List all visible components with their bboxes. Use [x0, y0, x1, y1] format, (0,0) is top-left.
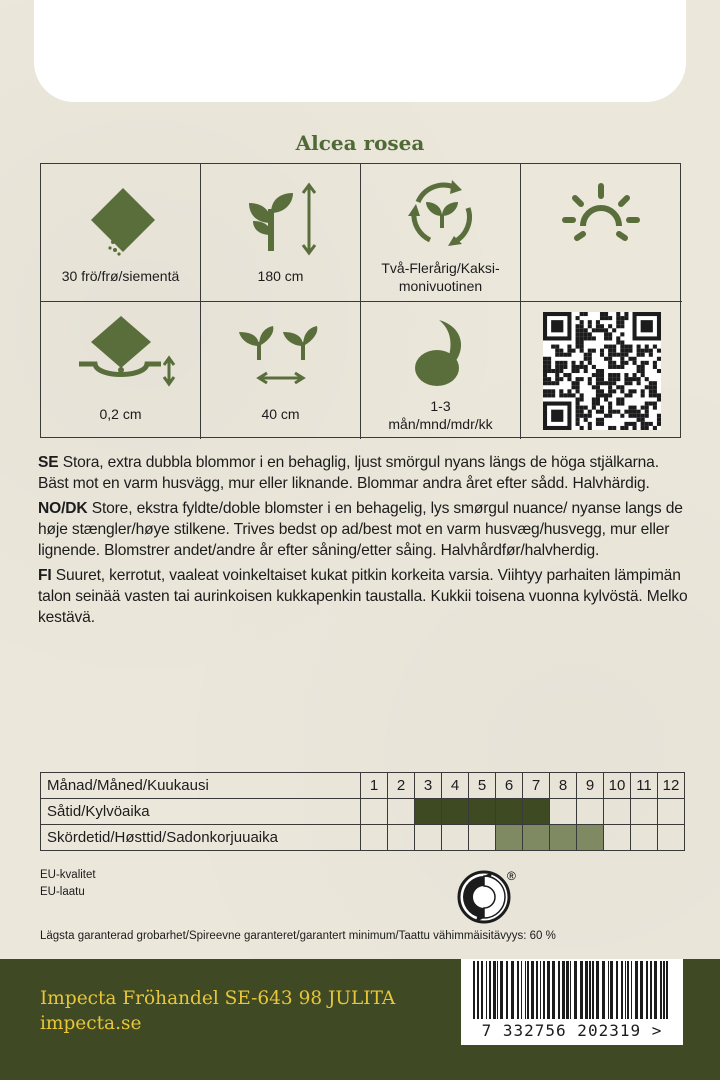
barcode-bars — [473, 961, 671, 1019]
description-text: Store, ekstra fyldte/doble blomster i en behagelig, lys smørgul nuance/ nyanse langs de høje stængler/høye stilkene. Trives bedst op ad/best mot en varm husvæg/husvegg, mur eller lignende. Blomstrer andet/andre år efter såning/etter såing. Halvhårdfør/halvherdig. — [38, 500, 683, 559]
sowing-depth-label: 0,2 cm — [99, 406, 142, 422]
company-address: Impecta Fröhandel SE-643 98 JULITA — [40, 988, 396, 1009]
calendar-cell-month-6 — [496, 825, 523, 851]
eu-quality — [40, 867, 96, 901]
calendar-cell-month-9 — [577, 799, 604, 825]
lifecycle-label-1: Två-Flerårig/Kaksi- — [381, 260, 500, 276]
barcode-number: 7 332756 202319 > — [481, 1021, 663, 1040]
description-fi — [38, 565, 688, 628]
qr-code-icon[interactable] — [543, 312, 661, 430]
sowing-time-row — [41, 799, 685, 825]
seed-count-label: 30 frö/frø/siementä — [61, 268, 180, 284]
month-4: 4 — [442, 773, 469, 799]
biennial-cycle-icon — [406, 178, 478, 250]
seed-packet-icon — [83, 184, 163, 264]
info-icon-grid — [40, 163, 681, 438]
latin-name: Alcea rosea — [295, 131, 425, 155]
green-dot-recycle-icon — [457, 868, 521, 924]
month-10: 10 — [604, 773, 631, 799]
month-7: 7 — [523, 773, 550, 799]
calendar-cell-month-4 — [442, 799, 469, 825]
month-11: 11 — [631, 773, 658, 799]
harvest-time-row — [41, 825, 685, 851]
calendar-cell-month-3 — [415, 799, 442, 825]
height-label: 180 cm — [257, 268, 304, 284]
calendar-cell-month-3 — [415, 825, 442, 851]
description-no-dk — [38, 498, 688, 561]
lang-code: FI — [38, 567, 52, 584]
spacing-label: 40 cm — [261, 406, 300, 422]
qr-cell — [521, 302, 682, 439]
calendar-header-label: Månad/Måned/Kuukausi — [41, 773, 361, 799]
sun-icon — [559, 176, 643, 260]
calendar-cell-month-9 — [577, 825, 604, 851]
month-6: 6 — [496, 773, 523, 799]
calendar-cell-month-5 — [469, 825, 496, 851]
plant-height-icon — [241, 179, 321, 259]
calendar-cell-month-11 — [631, 799, 658, 825]
calendar-cell-month-7 — [523, 825, 550, 851]
month-2: 2 — [388, 773, 415, 799]
calendar-cell-month-12 — [658, 825, 685, 851]
spacing-cell — [201, 302, 361, 439]
month-3: 3 — [415, 773, 442, 799]
calendar-header-row — [41, 773, 685, 799]
lang-code: SE — [38, 454, 59, 471]
company-info — [40, 986, 395, 1036]
germination-label-1: 1-3 — [430, 398, 451, 414]
hang-hole-cutout — [34, 0, 686, 102]
lifecycle-cell — [361, 164, 521, 302]
germination-label-2: mån/mnd/mdr/kk — [388, 416, 493, 432]
calendar-cell-month-6 — [496, 799, 523, 825]
calendar-cell-month-2 — [388, 825, 415, 851]
harvest-time-label: Skördetid/Høsttid/Sadonkorjuuaika — [41, 825, 361, 851]
plant-spacing-icon — [235, 320, 327, 392]
calendar-cell-month-8 — [550, 799, 577, 825]
month-12: 12 — [658, 773, 685, 799]
calendar-cell-month-11 — [631, 825, 658, 851]
germination-cell — [361, 302, 521, 439]
sowing-depth-cell — [41, 302, 201, 439]
lifecycle-label-2: monivuotinen — [398, 278, 483, 294]
calendar-cell-month-5 — [469, 799, 496, 825]
month-1: 1 — [361, 773, 388, 799]
sowing-time-label: Såtid/Kylvöaika — [41, 799, 361, 825]
barcode — [461, 959, 683, 1045]
lang-code: NO/DK — [38, 500, 88, 517]
calendar-cell-month-12 — [658, 799, 685, 825]
description-text: Stora, extra dubbla blommor i en behaglig, ljust smörgul nyans längs de höga stjälkarna. Bäst mot en varm husvägg, mur eller liknande. Blommar andra året efter sådd. Halvhärdig. — [38, 454, 659, 492]
calendar-cell-month-4 — [442, 825, 469, 851]
month-8: 8 — [550, 773, 577, 799]
calendar-cell-month-1 — [361, 799, 388, 825]
company-website[interactable]: impecta.se — [40, 1013, 142, 1034]
calendar-cell-month-7 — [523, 799, 550, 825]
eu-quality-sv: EU-kvalitet — [40, 869, 96, 881]
calendar-cell-month-10 — [604, 799, 631, 825]
eu-quality-fi: EU-laatu — [40, 886, 85, 898]
description-se — [38, 452, 688, 494]
month-5: 5 — [469, 773, 496, 799]
month-9: 9 — [577, 773, 604, 799]
sowing-calendar — [40, 772, 685, 851]
germination-guarantee: Lägsta garanterad grobarhet/Spireevne garanteret/garantert minimum/Taattu vähimmäisitävyys: 60 % — [40, 930, 556, 942]
sun-cell — [521, 164, 682, 302]
registered-mark: ® — [507, 869, 516, 883]
calendar-cell-month-1 — [361, 825, 388, 851]
sowing-depth-icon — [77, 312, 177, 400]
description-text: Suuret, kerrotut, vaaleat voinkeltaiset kukat pitkin korkeita varsia. Viihtyy parhaiten lämpimän talon seinää vasten tai aurinkoisen kukkapenkin taustalla. Kukkii toisena vuonna kylvöstä. Melko kestävä. — [38, 567, 688, 626]
height-cell — [201, 164, 361, 302]
germination-sprout-icon — [409, 316, 475, 392]
calendar-cell-month-10 — [604, 825, 631, 851]
calendar-cell-month-2 — [388, 799, 415, 825]
seed-count-cell — [41, 164, 201, 302]
calendar-cell-month-8 — [550, 825, 577, 851]
description-block — [38, 452, 688, 632]
